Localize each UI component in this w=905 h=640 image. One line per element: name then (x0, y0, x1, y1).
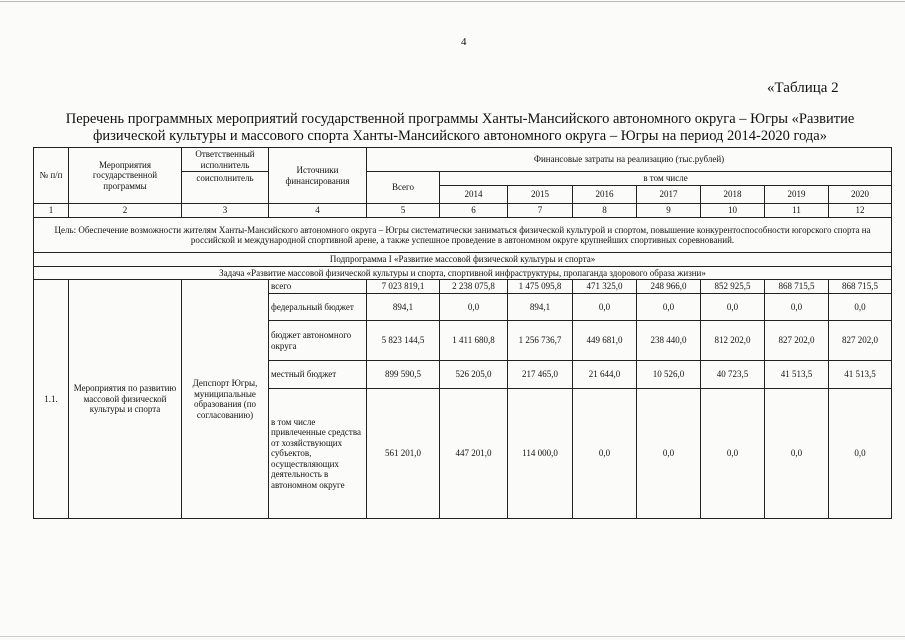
header-year-2020: 2020 (829, 186, 892, 204)
funding-source: бюджет автономного округа (269, 321, 367, 361)
value-2018: 40 723,5 (701, 361, 765, 389)
value-2018: 852 925,5 (701, 280, 765, 294)
value-2015: 114 000,0 (508, 389, 573, 519)
value-2017: 0,0 (637, 389, 701, 519)
column-number: 2 (69, 204, 182, 218)
value-2014: 447 201,0 (440, 389, 508, 519)
column-number: 8 (573, 204, 637, 218)
header-responsible: Ответственный исполнитель (182, 148, 269, 172)
title-line-2: физической культуры и массового спорта Ханты-Мансийского автономного округа – Югры на период 2014-2020 года» (93, 128, 827, 144)
table-tag: «Таблица 2 (767, 80, 839, 96)
value-2020: 0,0 (829, 294, 892, 321)
value-2019: 868 715,5 (765, 280, 829, 294)
value-2019: 827 202,0 (765, 321, 829, 361)
header-year-2015: 2015 (508, 186, 573, 204)
value-2020: 0,0 (829, 389, 892, 519)
value-2015: 894,1 (508, 294, 573, 321)
funding-source: местный бюджет (269, 361, 367, 389)
subprogram-title: Подпрограмма I «Развитие массовой физической культуры и спорта» (34, 253, 892, 267)
column-number: 12 (829, 204, 892, 218)
value-2017: 10 526,0 (637, 361, 701, 389)
value-2017: 248 966,0 (637, 280, 701, 294)
scan-edge-bottom (0, 636, 905, 637)
header-activity: Мероприятия государственной программы (69, 148, 182, 204)
header-year-2014: 2014 (440, 186, 508, 204)
header-coexecutor: соисполнитель (182, 172, 269, 204)
header-total: Всего (367, 172, 440, 204)
value-2015: 1 256 736,7 (508, 321, 573, 361)
page-number: 4 (461, 36, 467, 48)
value-2014: 1 411 680,8 (440, 321, 508, 361)
value-2018: 812 202,0 (701, 321, 765, 361)
task-title: Задача «Развитие массовой физической культуры и спорта, спортивной инфраструктуры, пропаганда здорового образа жизни» (34, 266, 892, 280)
value-2016: 0,0 (573, 389, 637, 519)
value-total: 894,1 (367, 294, 440, 321)
column-number: 9 (637, 204, 701, 218)
title-line-1: Перечень программных мероприятий государственной программы Ханты-Мансийского автономного округа – Югры «Развитие (65, 111, 855, 127)
value-total: 7 023 819,1 (367, 280, 440, 294)
header-year-2018: 2018 (701, 186, 765, 204)
value-2016: 0,0 (573, 294, 637, 321)
value-2016: 471 325,0 (573, 280, 637, 294)
column-number: 10 (701, 204, 765, 218)
header-financing: Финансовые затраты на реализацию (тыс.рублей) (367, 148, 892, 172)
program-goal: Цель: Обеспечение возможности жителям Ханты-Мансийского автономного округа – Югры систематически заниматься физической культурой и спортом, повышение конкурентоспособности югорского спорта на российской и международной спортивной арене, а также успешное проведение в автономном округе крупнейших спортивных соревнований. (34, 218, 892, 253)
column-number: 5 (367, 204, 440, 218)
value-2019: 0,0 (765, 389, 829, 519)
value-total: 899 590,5 (367, 361, 440, 389)
header-year-2017: 2017 (637, 186, 701, 204)
value-2015: 217 465,0 (508, 361, 573, 389)
value-2015: 1 475 095,8 (508, 280, 573, 294)
value-2016: 21 644,0 (573, 361, 637, 389)
header-num: № п/п (34, 148, 69, 204)
value-2014: 526 205,0 (440, 361, 508, 389)
value-2016: 449 681,0 (573, 321, 637, 361)
value-2020: 868 715,5 (829, 280, 892, 294)
header-including: в том числе (440, 172, 892, 186)
funding-source: всего (269, 280, 367, 294)
column-number: 4 (269, 204, 367, 218)
value-2014: 2 238 075,8 (440, 280, 508, 294)
column-number: 3 (182, 204, 269, 218)
program-activities-table (33, 147, 892, 519)
value-2020: 41 513,5 (829, 361, 892, 389)
activity-executor: Депспорт Югры, муниципальные образования (по согласованию) (182, 280, 269, 519)
header-year-2016: 2016 (573, 186, 637, 204)
value-total: 561 201,0 (367, 389, 440, 519)
value-2019: 0,0 (765, 294, 829, 321)
funding-source: федеральный бюджет (269, 294, 367, 321)
value-2017: 238 440,0 (637, 321, 701, 361)
value-total: 5 823 144,5 (367, 321, 440, 361)
value-2018: 0,0 (701, 389, 765, 519)
activity-number: 1.1. (34, 280, 69, 519)
value-2018: 0,0 (701, 294, 765, 321)
activity-name: Мероприятия по развитию массовой физической культуры и спорта (69, 280, 182, 519)
column-number: 7 (508, 204, 573, 218)
column-number: 6 (440, 204, 508, 218)
scan-edge-top (0, 1, 905, 2)
document-title (40, 111, 880, 145)
header-sources: Источники финансирования (269, 148, 367, 204)
value-2019: 41 513,5 (765, 361, 829, 389)
funding-source: в том числе привлеченные средства от хозяйствующих субъектов, осуществляющих деятельность в автономном округе (269, 389, 367, 519)
value-2020: 827 202,0 (829, 321, 892, 361)
header-year-2019: 2019 (765, 186, 829, 204)
column-number: 1 (34, 204, 69, 218)
value-2017: 0,0 (637, 294, 701, 321)
column-number: 11 (765, 204, 829, 218)
value-2014: 0,0 (440, 294, 508, 321)
